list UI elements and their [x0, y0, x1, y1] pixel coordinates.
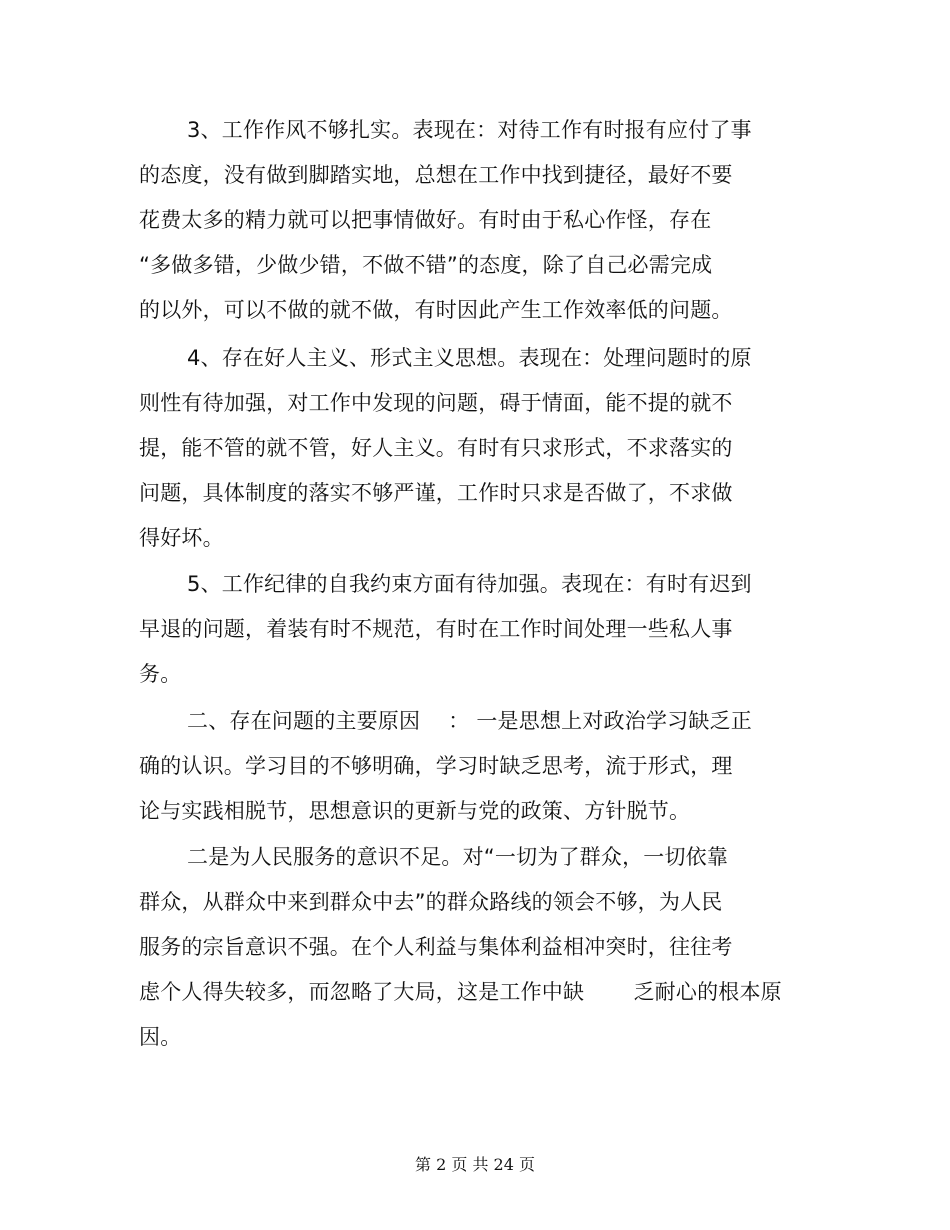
paragraph-3-line-2: 早退的问题，着装有时不规范，有时在工作时间处理一些私人事 [139, 617, 733, 641]
paragraph-3-line-3: 务。 [139, 662, 182, 686]
paragraph-2-line-4: 问题，具体制度的落实不够严谨，工作时只求是否做了，不求做 [139, 481, 733, 505]
paragraph-2-line-5: 得好坏。 [139, 526, 224, 550]
paragraph-5-line-1: 二是为人民服务的意识不足。对“一切为了群众，一切依靠 [187, 845, 729, 869]
paragraph-1-line-4: “多做多错，少做少错，不做不错”的态度，除了自己必需完成 [139, 253, 713, 277]
paragraph-5-line-5: 因。 [139, 1025, 182, 1049]
paragraph-5-line-2: 群众，从群众中来到群众中去”的群众路线的领会不够，为人民 [139, 890, 723, 914]
paragraph-2-line-2: 则性有待加强，对工作中发现的问题，碍于情面，能不提的就不 [139, 391, 733, 415]
paragraph-1-line-5: 的以外，可以不做的就不做，有时因此产生工作效率低的问题。 [139, 298, 733, 322]
paragraph-1-line-2: 的态度，没有做到脚踏实地，总想在工作中找到捷径，最好不要 [139, 163, 733, 187]
paragraph-2-line-1: 4、存在好人主义、形式主义思想。表现在：处理问题时的原 [187, 346, 752, 370]
paragraph-1-line-1: 3、工作作风不够扎实。表现在：对待工作有时报有应付了事 [187, 118, 752, 142]
paragraph-2-line-3: 提，能不管的就不管，好人主义。有时有只求形式，不求落实的 [139, 436, 733, 460]
paragraph-4-line-2: 确的认识。学习目的不够明确，学习时缺乏思考，流于形式，理 [139, 754, 733, 778]
paragraph-4-line-3: 论与实践相脱节，思想意识的更新与党的政策、方针脱节。 [139, 799, 691, 823]
paragraph-5-line-4: 虑个人得失较多，而忽略了大局，这是工作中缺 乏耐心的根本原 [139, 980, 782, 1004]
page-number-footer: 第 2 页 共 24 页 [415, 1155, 535, 1174]
paragraph-5-line-3: 服务的宗旨意识不强。在个人利益与集体利益相冲突时，往往考 [139, 935, 733, 959]
paragraph-3-line-1: 5、工作纪律的自我约束方面有待加强。表现在：有时有迟到 [187, 572, 752, 596]
paragraph-4-line-1: 二、存在问题的主要原因 ： 一是思想上对政治学习缺乏正 [187, 709, 752, 733]
paragraph-1-line-3: 花费太多的精力就可以把事情做好。有时由于私心作怪，存在 [139, 208, 712, 232]
